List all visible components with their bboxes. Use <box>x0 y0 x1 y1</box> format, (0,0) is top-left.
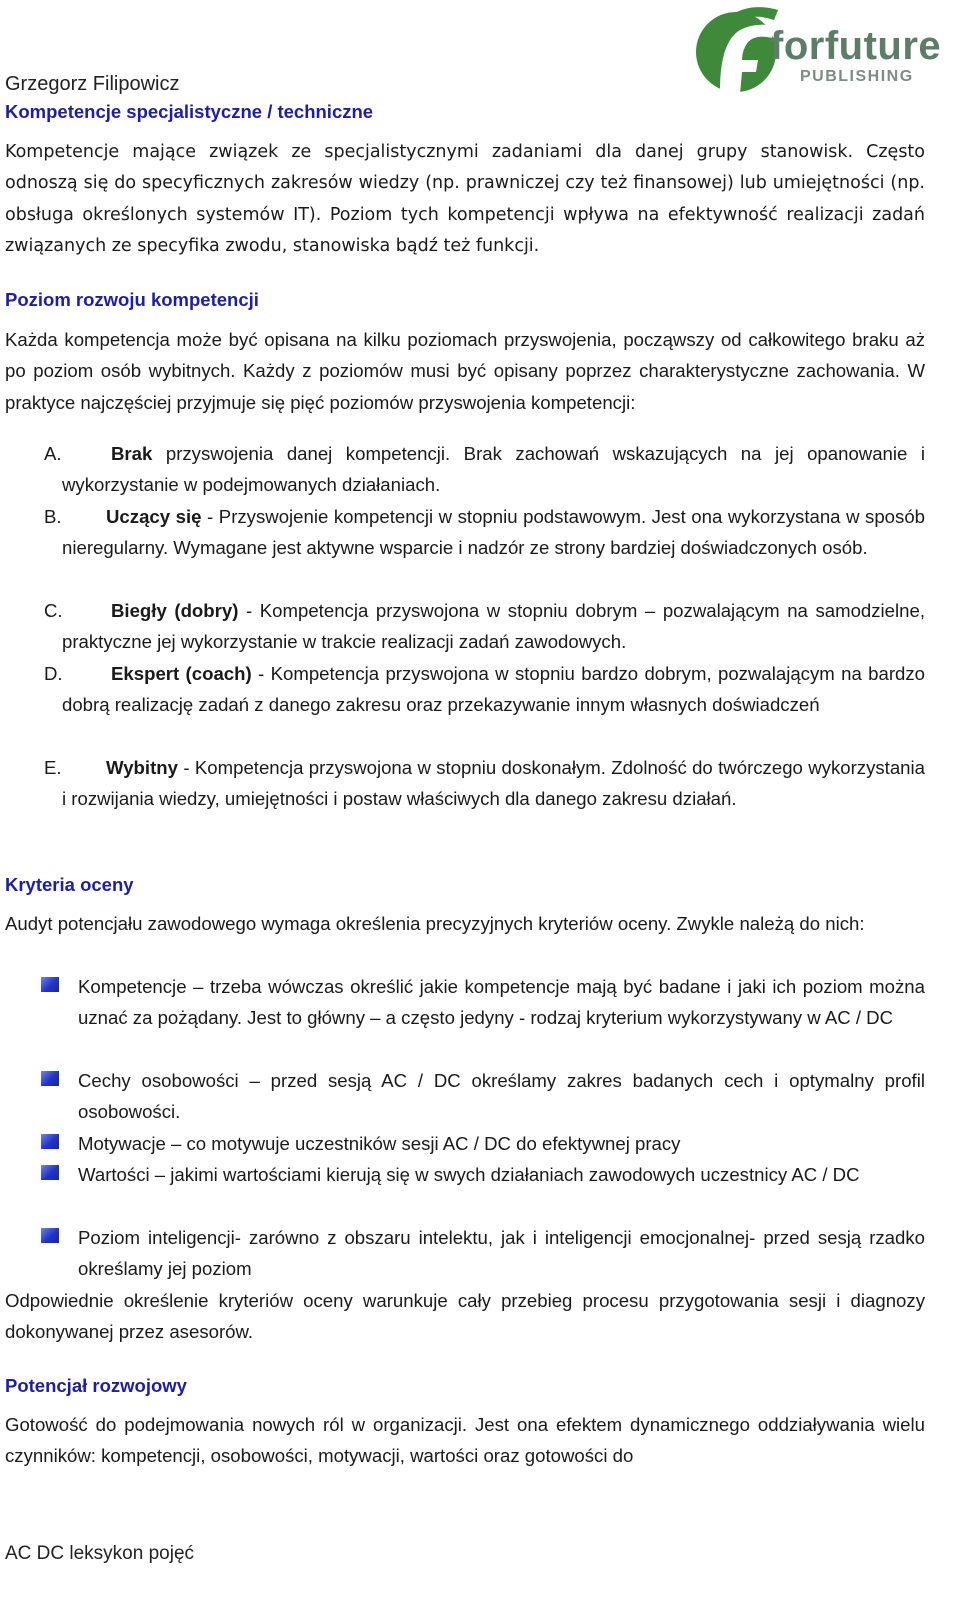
section-text-levels: Każda kompetencja może być opisana na kilku poziomach przyswojenia, począwszy od całkowitego braku aż po poziom osób wybitnych. Każdy z poziomów musi być opisany poprzez charakterystyczne zachowania. W praktyce najczęściej przyjmuje się pięć poziomów przyswojenia kompetencji: <box>5 329 925 413</box>
forfuture-logo <box>690 2 940 98</box>
level-name: Wybitny <box>106 757 178 778</box>
square-bullet-icon <box>41 977 59 992</box>
square-bullet-icon <box>41 1134 59 1149</box>
level-letter: D. <box>44 663 63 684</box>
square-bullet-icon <box>41 1165 59 1180</box>
level-name: Ekspert (coach) <box>111 663 252 684</box>
level-letter: A. <box>44 443 62 464</box>
author-name: Grzegorz Filipowicz <box>5 73 180 95</box>
level-letter: B. <box>44 506 62 527</box>
section-text-specialist: Kompetencje mające związek ze specjalistycznymi zadaniami dla danej grupy stanowisk. Często odnoszą się do specyficznych zakresów wiedzy (np. prawniczej czy też finansowej) lub umiejętności (np. obsługa określonych systemów IT). Poziom tych kompetencji wpływa na efektywność realizacji zadań związanych ze specyfika zwodu, stanowiska bądź też funkcji. <box>5 142 925 256</box>
section-intro-criteria: Audyt potencjału zawodowego wymaga określenia precyzyjnych kryteriów oceny. Zwykle należą do nich: <box>5 913 865 934</box>
criteria-item: Motywacje – co motywuje uczestników sesji AC / DC do efektywnej pracy <box>78 1133 681 1154</box>
logo-f-icon <box>690 2 782 98</box>
level-desc: przyswojenia danej kompetencji. Brak zachowań wskazujących na jej opanowanie i wykorzystanie w podejmowanych działaniach. <box>62 443 925 496</box>
level-desc: - Kompetencja przyswojona w stopniu bardzo dobrym, pozwalającym na bardzo dobrą realizację zadań z danego zakresu oraz przekazywanie innym własnych doświadczeń <box>62 663 925 716</box>
section-heading-criteria: Kryteria oceny <box>5 874 134 895</box>
page-footer: AC DC leksykon pojęć <box>5 1543 195 1564</box>
criteria-item: Kompetencje – trzeba wówczas określić jakie kompetencje mają być badane i jaki ich poziom można uznać za pożądany. Jest to główny – a często jedyny - rodzaj kryterium wykorzystywany w AC / DC <box>78 976 925 1029</box>
level-desc: - Kompetencja przyswojona w stopniu doskonałym. Zdolność do twórczego wykorzystania i rozwijania wiedzy, umiejętności i postaw właściwych dla danego zakresu działań. <box>62 757 925 810</box>
level-item <box>44 595 926 658</box>
level-item <box>44 438 925 501</box>
criteria-item: Cechy osobowości – przed sesją AC / DC określamy zakres badanych cech i optymalny profil osobowości. <box>78 1070 925 1123</box>
section-text-potential: Gotowość do podejmowania nowych ról w organizacji. Jest ona efektem dynamicznego oddziaływania wielu czynników: kompetencji, osobowości, motywacji, wartości oraz gotowości do <box>5 1414 925 1467</box>
square-bullet-icon <box>41 1228 59 1243</box>
level-item <box>44 658 925 721</box>
level-desc: - Przyswojenie kompetencji w stopniu podstawowym. Jest ona wykorzystana w sposób nieregularny. Wymagane jest aktywne wsparcie i nadzór ze strony bardziej doświadczonych osób. <box>62 506 925 559</box>
section-heading-levels: Poziom rozwoju kompetencji <box>5 289 259 310</box>
level-name: Brak <box>111 443 153 464</box>
logo-wordmark: forfuture <box>770 24 942 68</box>
square-bullet-icon <box>41 1071 59 1086</box>
logo-subtitle: PUBLISHING <box>800 68 914 85</box>
criteria-item: Poziom inteligencji- zarówno z obszaru intelektu, jak i inteligencji emocjonalnej- przed sesją rzadko określamy jej poziom <box>78 1227 925 1280</box>
level-letter: E. <box>44 757 62 778</box>
level-item <box>44 752 925 815</box>
level-name: Uczący się <box>106 506 202 527</box>
level-name: Biegły (dobry) <box>111 600 239 621</box>
section-outro-criteria: Odpowiednie określenie kryteriów oceny warunkuje cały przebieg procesu przygotowania sesji i diagnozy dokonywanej przez asesorów. <box>5 1290 925 1343</box>
level-desc: - Kompetencja przyswojona w stopniu dobrym – pozwalającym na samodzielne, praktyczne jej wykorzystanie w trakcie realizacji zadań zawodowych. <box>62 600 926 653</box>
section-heading-specialist: Kompetencje specjalistyczne / techniczne <box>5 101 374 122</box>
level-item <box>44 501 925 564</box>
level-letter: C. <box>44 600 63 621</box>
criteria-item: Wartości – jakimi wartościami kierują się w swych działaniach zawodowych uczestnicy AC / DC <box>78 1164 860 1185</box>
section-heading-potential: Potencjał rozwojowy <box>5 1375 187 1396</box>
